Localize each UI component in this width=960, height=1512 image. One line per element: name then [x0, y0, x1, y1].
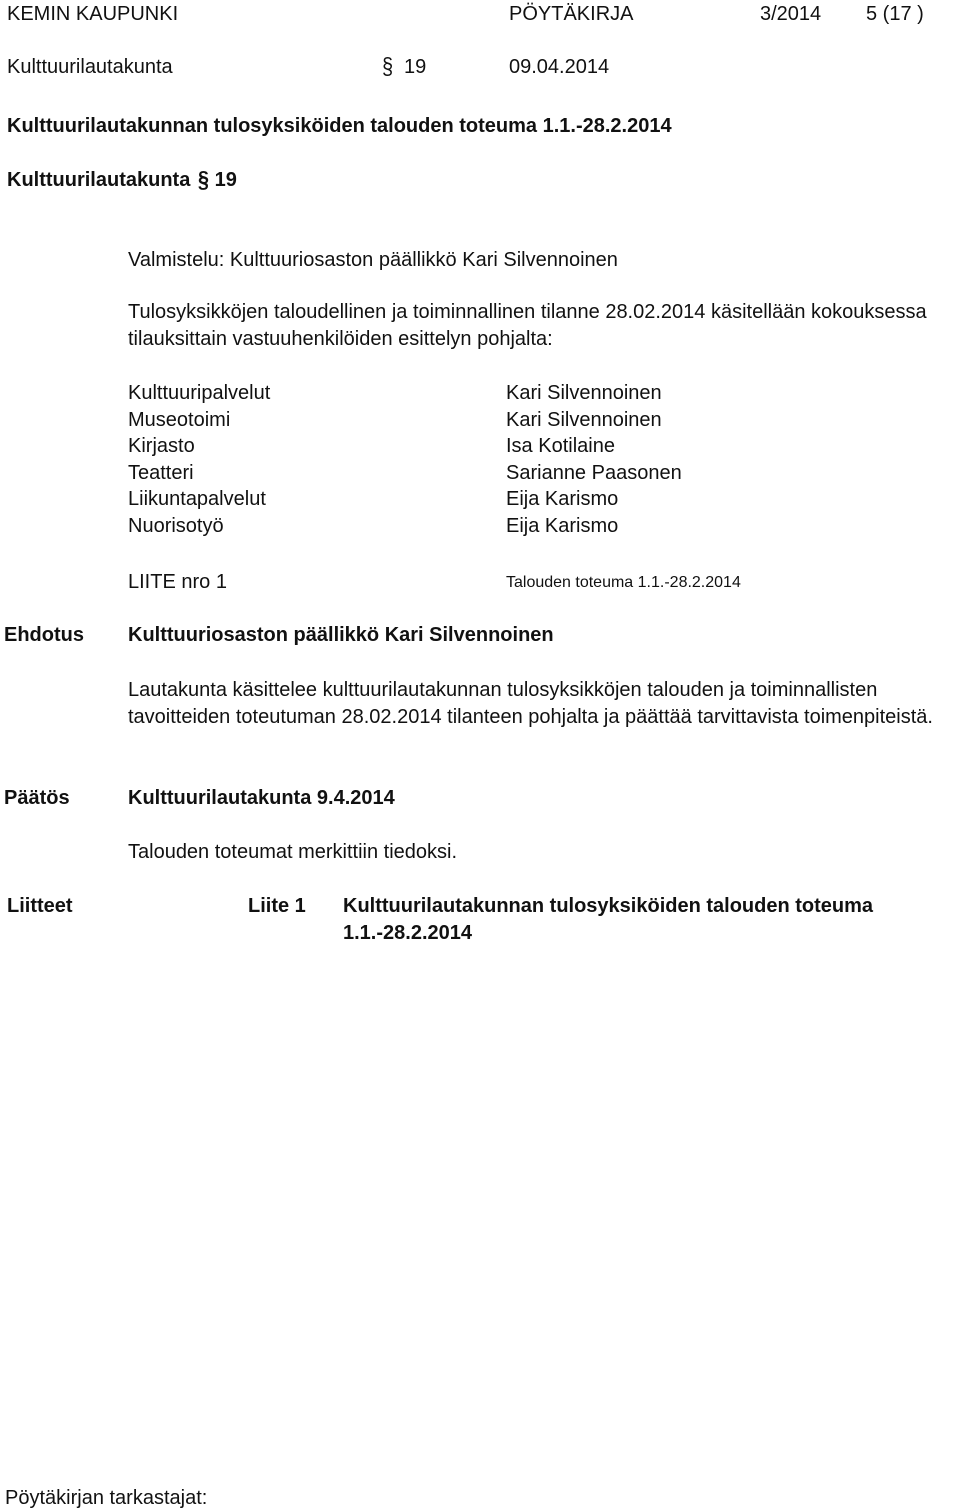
- responsible-person: Eija Karismo: [506, 488, 619, 511]
- attachment-ref-text: Talouden toteuma 1.1.-28.2.2014: [506, 574, 741, 591]
- responsible-person: Sarianne Paasonen: [506, 461, 682, 484]
- intro-paragraph: Tulosyksikköjen taloudellinen ja toiminnallinen tilanne 28.02.2014 käsitellään kokouksessa tilauksittain vastuuhenkilöiden esittelyn pohjalta:: [128, 301, 927, 350]
- doc-number: 3/2014: [760, 3, 822, 25]
- doc-type: PÖYTÄKIRJA: [509, 3, 634, 25]
- responsible-person-list: [506, 380, 682, 540]
- attachment-ref-label: LIITE nro 1: [128, 571, 227, 593]
- org-name: KEMIN KAUPUNKI: [7, 3, 179, 25]
- unit-list: [128, 380, 270, 540]
- proposal-heading: Kulttuuriosaston päällikkö Kari Silvennoinen: [128, 624, 554, 646]
- section-heading-symbol: §: [197, 167, 210, 193]
- unit-name: Teatteri: [128, 461, 194, 484]
- unit-name: Kulttuuripalvelut: [128, 382, 271, 404]
- responsible-person: Eija Karismo: [506, 514, 619, 537]
- unit-name: Nuorisotyö: [128, 514, 224, 537]
- decision-text: Talouden toteumat merkittiin tiedoksi.: [128, 841, 458, 863]
- unit-name: Museotoimi: [128, 408, 231, 431]
- decision-heading: Kulttuurilautakunta 9.4.2014: [128, 787, 395, 809]
- section-number: 19: [404, 56, 427, 78]
- responsible-person: Isa Kotilaine: [506, 435, 615, 458]
- unit-name: Liikuntapalvelut: [128, 488, 266, 511]
- responsible-person: Kari Silvennoinen: [506, 408, 662, 431]
- attachment-title: Kulttuurilautakunnan tulosyksiköiden talouden toteuma 1.1.-28.2.2014: [343, 895, 874, 944]
- preparation-line: Valmistelu: Kulttuuriosaston päällikkö Kari Silvennoinen: [128, 249, 618, 271]
- section-heading-board: Kulttuurilautakunta: [7, 169, 191, 191]
- decision-label: Päätös: [4, 787, 70, 809]
- document-title: Kulttuurilautakunnan tulosyksiköiden talouden toteuma 1.1.-28.2.2014: [7, 115, 672, 137]
- page-number: 5 (17 ): [866, 3, 924, 25]
- section-symbol: §: [382, 54, 394, 80]
- reviewers-label: Pöytäkirjan tarkastajat:: [5, 1487, 208, 1509]
- attachments-label: Liitteet: [7, 895, 73, 917]
- board-name: Kulttuurilautakunta: [7, 56, 173, 78]
- unit-name: Kirjasto: [128, 435, 195, 458]
- section-heading-number: 19: [214, 169, 237, 191]
- attachment-number: Liite 1: [248, 895, 306, 917]
- proposal-text: Lautakunta käsittelee kulttuurilautakunnan tulosyksikköjen talouden ja toiminnallisten tavoitteiden toteutuman 28.02.2014 tilanteen pohjalta ja päättää tarvittavista toimenpiteistä.: [128, 679, 933, 728]
- proposal-label: Ehdotus: [4, 624, 84, 646]
- meeting-date: 09.04.2014: [509, 56, 610, 78]
- responsible-person: Kari Silvennoinen: [506, 382, 662, 404]
- section-heading: [7, 168, 237, 192]
